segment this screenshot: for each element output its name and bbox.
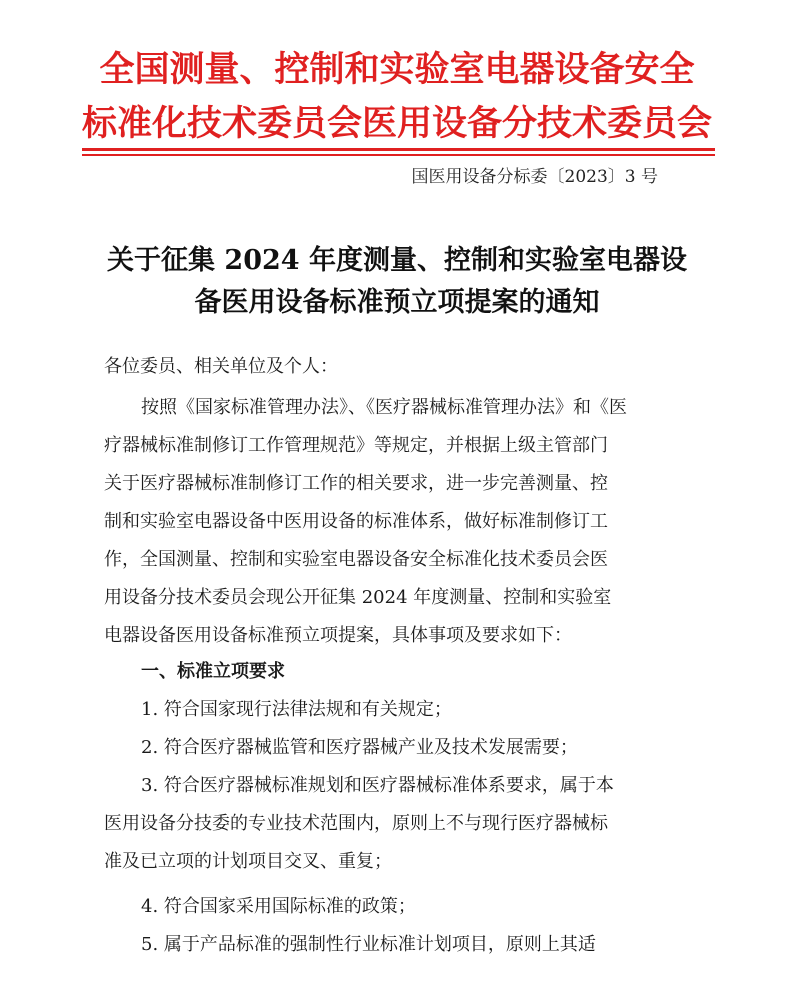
requirement-item: 4. 符合国家采用国际标准的政策； [141,896,416,917]
salutation: 各位委员、相关单位及个人： [104,356,338,377]
header-divider-thick [82,148,715,151]
notice-title-line-2: 备医用设备标准预立项提案的通知 [194,287,600,318]
intro-paragraph-line: 电器设备医用设备标准预立项提案，具体事项及要求如下： [104,625,572,646]
section-heading-requirements: 一、标准立项要求 [141,661,285,682]
header-divider-thin [82,154,715,156]
intro-paragraph-line: 制和实验室电器设备中医用设备的标准体系，做好标准制修订工 [104,511,608,532]
requirement-item-continuation: 准及已立项的计划项目交叉、重复； [104,851,392,872]
document-number: 国医用设备分标委〔2023〕3 号 [411,167,658,187]
committee-name-line-2: 标准化技术委员会医用设备分技术委员会 [81,104,712,144]
intro-paragraph-line: 关于医疗器械标准制修订工作的相关要求，进一步完善测量、控 [104,473,608,494]
committee-name-line-1: 全国测量、控制和实验室电器设备安全 [99,50,695,90]
intro-paragraph-line: 按照《国家标准管理办法》、《医疗器械标准管理办法》和《医 [141,397,627,418]
requirement-item: 5. 属于产品标准的强制性行业标准计划项目，原则上其适 [141,934,596,955]
intro-paragraph-line: 用设备分技术委员会现公开征集 2024 年度测量、控制和实验室 [104,587,612,608]
intro-paragraph-line: 疗器械标准制修订工作管理规范》等规定，并根据上级主管部门 [104,435,608,456]
requirement-item: 3. 符合医疗器械标准规划和医疗器械标准体系要求，属于本 [141,775,614,796]
notice-title-line-1: 关于征集 2024 年度测量、控制和实验室电器设 [107,245,687,276]
requirement-item: 2. 符合医疗器械监管和医疗器械产业及技术发展需要； [141,737,578,758]
requirement-item: 1. 符合国家现行法律法规和有关规定； [141,699,452,720]
requirement-item-continuation: 医用设备分技委的专业技术范围内，原则上不与现行医疗器械标 [104,813,608,834]
intro-paragraph-line: 作，全国测量、控制和实验室电器设备安全标准化技术委员会医 [104,549,608,570]
